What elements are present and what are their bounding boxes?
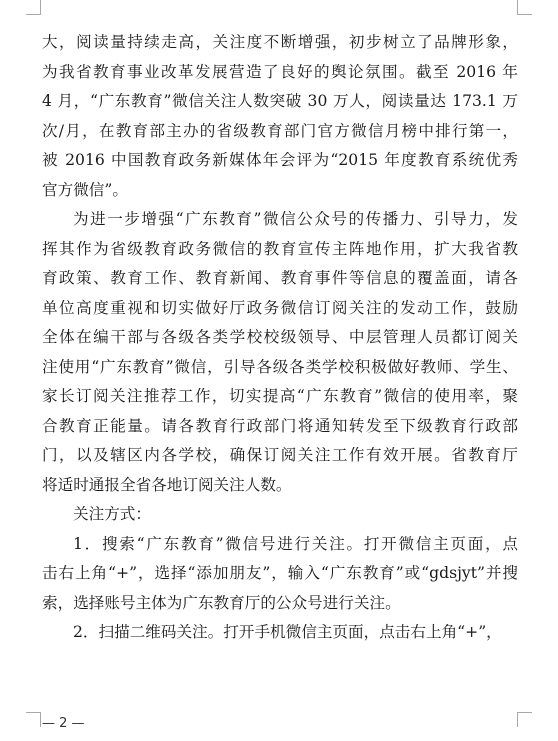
text-line: 合教育正能量。请各教育行政部门将通知转发至下级教育行政部 (42, 416, 518, 435)
text-line: 家长订阅关注推荐工作，切实提高“广东教育”微信的使用率，聚 (42, 387, 518, 405)
text-line: 将适时通报全省各地订阅关注人数。 (42, 475, 292, 494)
text-line: 挥其作为省级教育政务微信的教育宣传主阵地作用，扩大我省教 (42, 239, 518, 258)
section-heading: 关注方式： (73, 505, 151, 523)
text-line: 单位高度重视和切实做好厅政务微信订阅关注的发动工作，鼓励 (42, 298, 518, 317)
crop-mark-bottom-right (517, 712, 532, 727)
text-line: 育政策、教育工作、教育新闻、教育事件等信息的覆盖面，请各 (42, 269, 518, 287)
crop-mark-bottom-left (26, 712, 41, 727)
document-body (42, 28, 518, 648)
crop-mark-top-left (26, 0, 41, 15)
text-line: 为我省教育事业改革发展营造了良好的舆论氛围。截至 2016 年 (42, 62, 518, 81)
text-line: 门，以及辖区内各学校，确保订阅关注工作有效开展。省教育厅 (42, 446, 518, 464)
text-line: 4 月，“广东教育”微信关注人数突破 30 万人，阅读量达 173.1 万 (42, 92, 518, 110)
text-line: 1．搜索“广东教育”微信号进行关注。打开微信主页面，点 (73, 534, 518, 553)
text-line: 次/月，在教育部主办的省级教育部门官方微信月榜中排行第一， (42, 121, 518, 140)
text-line: 为进一步增强“广东教育”微信公众号的传播力、引导力，发 (73, 210, 518, 228)
crop-mark-top-right (517, 0, 532, 15)
text-line: 索，选择账号主体为广东教育厅的公众号进行关注。 (42, 593, 401, 612)
text-line: 官方微信”。 (42, 180, 128, 199)
text-line: 击右上角“+”，选择“添加朋友”，输入“广东教育”或“gdsjyt”并搜 (42, 564, 518, 582)
text-line: 2．扫描二维码关注。打开手机微信主页面，点击右上角“+”， (73, 623, 502, 641)
text-line: 全体在编干部与各级各类学校校级领导、中层管理人员都订阅关 (42, 328, 518, 346)
text-line: 被 2016 中国教育政务新媒体年会评为“2015 年度教育系统优秀 (42, 151, 518, 169)
text-line: 注使用“广东教育”微信，引导各级各类学校积极做好教师、学生、 (42, 357, 518, 376)
page-number: — 2 — (42, 716, 85, 731)
text-line: 大，阅读量持续走高，关注度不断增强，初步树立了品牌形象， (42, 33, 518, 51)
